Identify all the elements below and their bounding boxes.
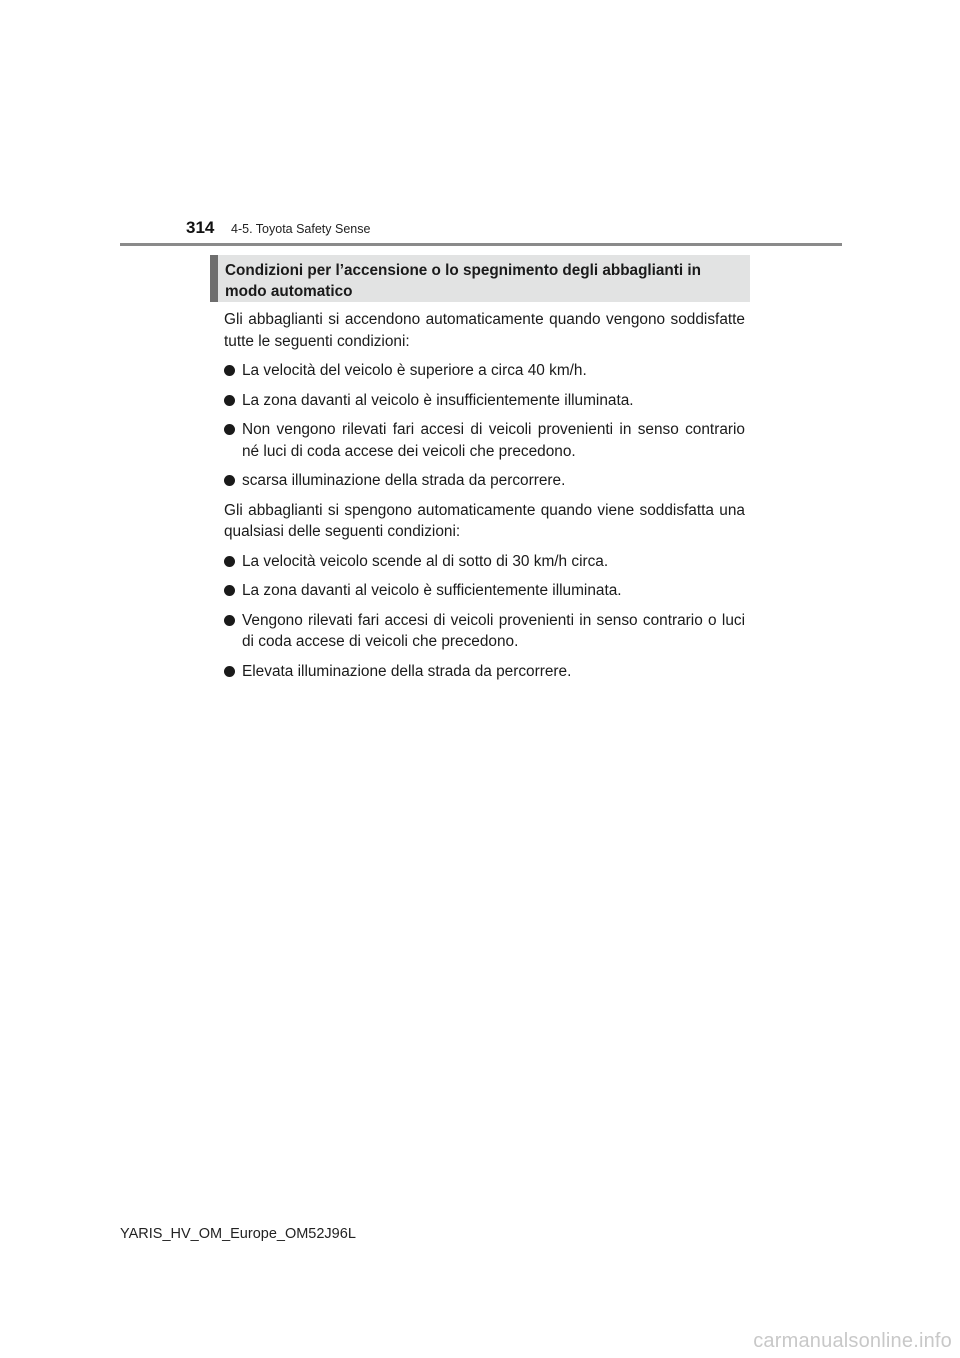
list-item [224, 610, 745, 653]
list-item [224, 661, 745, 683]
off-conditions-intro: Gli abbaglianti si spengono automaticamente quando viene soddisfatta una qualsiasi delle seguenti condizioni: [224, 501, 745, 540]
bullet-icon [224, 615, 235, 626]
document-code: YARIS_HV_OM_Europe_OM52J96L [120, 1226, 356, 1242]
list-item [224, 360, 745, 382]
section-title: 4-5. Toyota Safety Sense [231, 222, 371, 236]
bullet-icon [224, 365, 235, 376]
on-conditions-list [224, 360, 745, 492]
list-item-text: Elevata illuminazione della strada da percorrere. [242, 662, 572, 680]
off-conditions-list [224, 551, 745, 683]
list-item-text: La velocità del veicolo è superiore a circa 40 km/h. [242, 362, 587, 379]
bullet-icon [224, 475, 235, 486]
bullet-icon [224, 666, 235, 677]
list-item-text: Non vengono rilevati fari accesi di veicoli provenienti in senso contrario né luci di coda accese dei veicoli che precedono. [242, 421, 745, 460]
bullet-icon [224, 585, 235, 596]
list-item [224, 551, 745, 573]
list-item [224, 390, 745, 412]
bullet-icon [224, 424, 235, 435]
list-item-text: La velocità veicolo scende al di sotto di 30 km/h circa. [242, 552, 609, 570]
subsection-title: Condizioni per l’accensione o lo spegnimento degli abbaglianti in modo automatico [225, 262, 701, 300]
list-item [224, 419, 745, 462]
subsection-heading-box [210, 255, 750, 302]
list-item [224, 580, 745, 602]
page-number: 314 [186, 218, 215, 237]
header-divider [120, 243, 842, 246]
list-item-text: La zona davanti al veicolo è sufficientemente illuminata. [242, 582, 622, 599]
list-item-text: La zona davanti al veicolo è insufficientemente illuminata. [242, 391, 634, 409]
content-body [224, 309, 745, 690]
list-item [224, 470, 745, 492]
list-item-text: scarsa illuminazione della strada da percorrere. [242, 472, 566, 489]
list-item-text: Vengono rilevati fari accesi di veicoli provenienti in senso contrario o luci di coda accese di veicoli che precedono. [242, 611, 745, 650]
bullet-icon [224, 395, 235, 406]
bullet-icon [224, 556, 235, 567]
on-conditions-intro: Gli abbaglianti si accendono automaticamente quando vengono soddisfatte tutte le seguenti condizioni: [224, 311, 745, 350]
watermark: carmanualsonline.info [753, 1330, 952, 1352]
